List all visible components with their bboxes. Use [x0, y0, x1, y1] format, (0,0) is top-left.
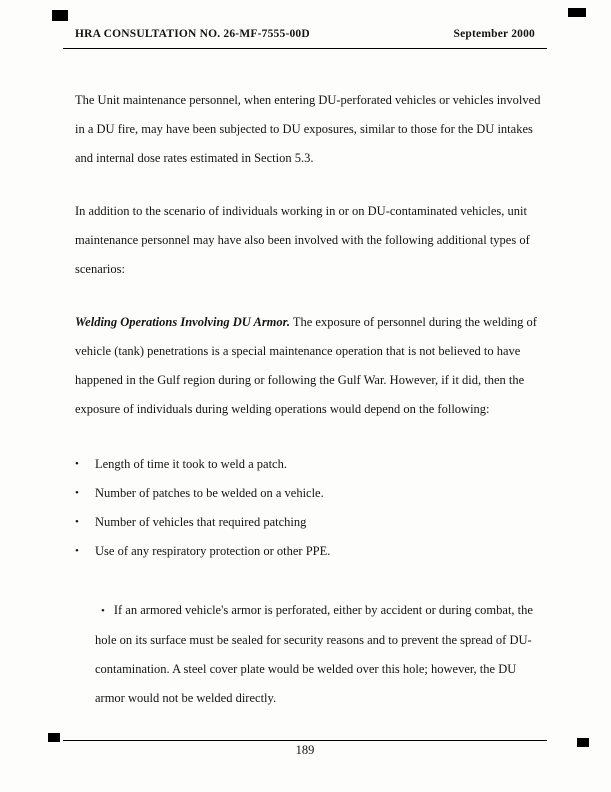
list-item [75, 450, 545, 479]
paragraph-unit-maintenance: The Unit maintenance personnel, when entering DU-perforated vehicles or vehicles involved in a DU fire, may have been subjected to DU exposures, similar to those for the DU intakes and internal dose rates estimated in Section 5.3. [75, 93, 541, 165]
page-number: 189 [295, 743, 315, 757]
list-item-text: Length of time it took to weld a patch. [95, 457, 287, 471]
sub-bullet-text: If an armored vehicle's armor is perforated, either by accident or during combat, the hole on its surface must be sealed for security reasons and to prevent the spread of DU-contamination. A steel cover plate would be welded over this hole; however, the DU armor would not be welded directly. [95, 603, 533, 705]
list-item [75, 508, 545, 537]
scan-artifact-top-left [52, 10, 68, 21]
header-consultation-number: HRA CONSULTATION NO. 26-MF-7555-00D [75, 28, 310, 40]
welding-section-text: The exposure of personnel during the welding of vehicle (tank) penetrations is a special maintenance operation that is not believed to have happened in the Gulf region during or following the Gulf War. However, if it did, then the exposure of individuals during welding operations would depend on the following: [75, 315, 537, 416]
scan-artifact-bottom-left [48, 733, 60, 742]
welding-factors-list [75, 450, 545, 566]
scan-artifact-bottom-right [577, 738, 589, 747]
header-date: September 2000 [453, 28, 535, 40]
document-body [75, 86, 545, 713]
bullet-icon: • [75, 516, 79, 528]
welding-section-heading: Welding Operations Involving DU Armor. [75, 315, 290, 329]
bullet-icon: • [75, 487, 79, 499]
paragraph-additional-scenarios: In addition to the scenario of individuals working in or on DU-contaminated vehicles, unit maintenance personnel may have also been involved with the following additional types of scenarios: [75, 204, 530, 276]
header-rule [63, 48, 547, 49]
list-item [75, 479, 545, 508]
page-footer [63, 740, 547, 759]
list-item-text: Use of any respiratory protection or other PPE. [95, 544, 331, 558]
page-header [63, 28, 547, 57]
list-item [75, 537, 545, 566]
bullet-icon: • [101, 605, 105, 617]
list-item-text: Number of vehicles that required patching [95, 515, 307, 529]
list-item-text: Number of patches to be welded on a vehicle. [95, 486, 324, 500]
sub-bullet-armor-perforation [75, 596, 545, 713]
bullet-icon: • [75, 545, 79, 557]
bullet-icon: • [75, 458, 79, 470]
footer-rule [63, 740, 547, 741]
scan-artifact-top-right [568, 8, 586, 17]
paragraph-welding-operations [75, 308, 545, 424]
